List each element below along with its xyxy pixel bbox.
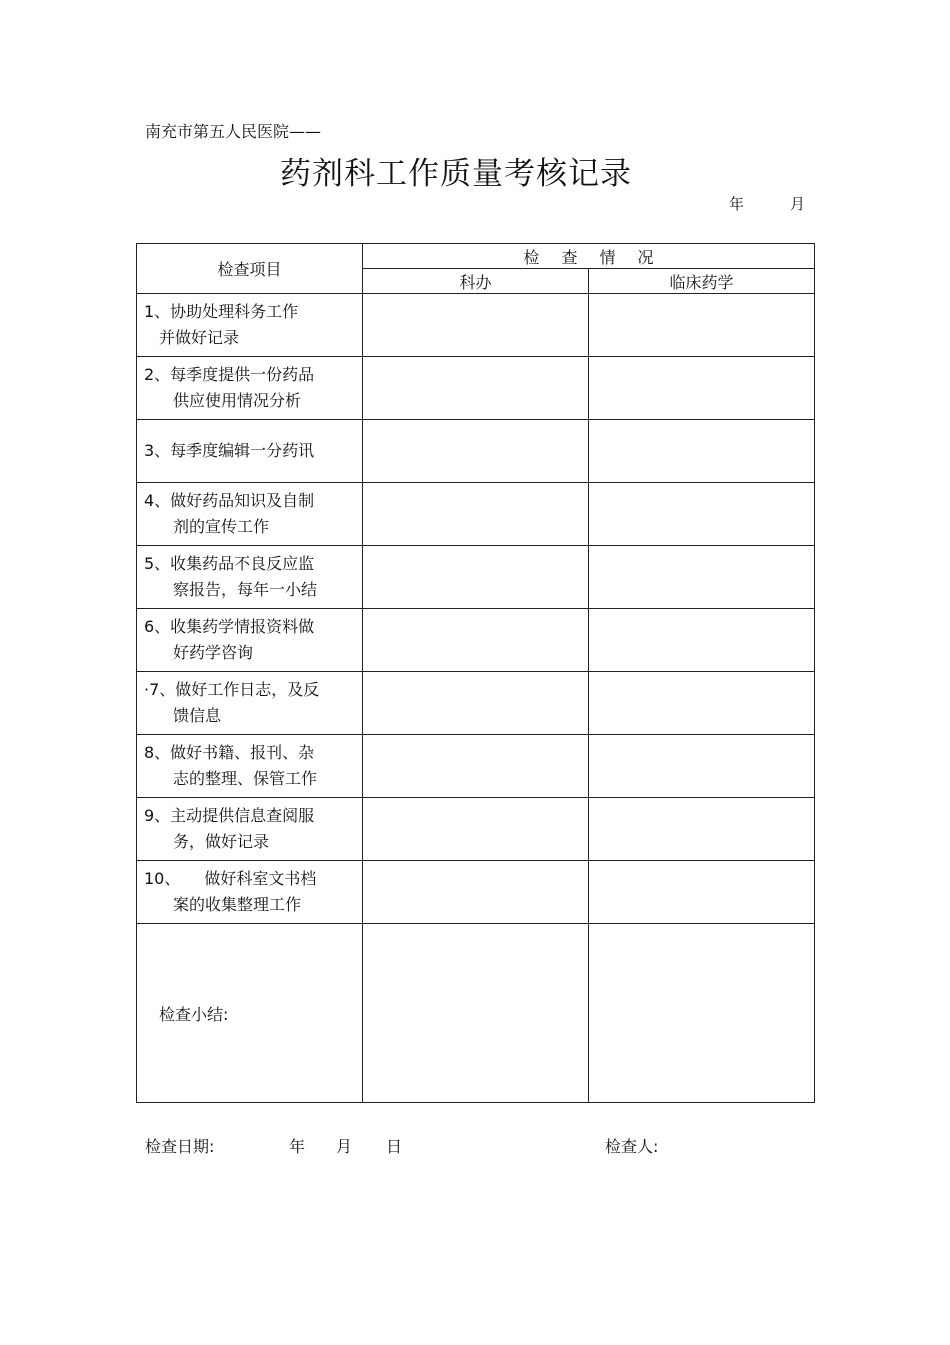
header-dept-office: 科办 — [363, 269, 589, 294]
hospital-name: 南充市第五人民医院—— — [145, 122, 322, 141]
item-line: 并做好记录 — [159, 328, 240, 347]
clinical-cell[interactable] — [589, 609, 815, 672]
item-line: 供应使用情况分析 — [173, 391, 302, 410]
clinical-cell[interactable] — [589, 735, 815, 798]
dept-cell[interactable] — [363, 294, 589, 357]
table-row — [137, 861, 815, 924]
clinical-cell[interactable] — [589, 672, 815, 735]
table-row — [137, 798, 815, 861]
dept-cell[interactable] — [363, 672, 589, 735]
status-char: 况 — [637, 247, 654, 267]
assessment-table — [136, 243, 815, 1103]
clinical-cell[interactable] — [589, 420, 815, 483]
item-cell — [137, 672, 363, 735]
table-row — [137, 546, 815, 609]
dept-cell[interactable] — [363, 798, 589, 861]
table-row — [137, 609, 815, 672]
clinical-cell[interactable] — [589, 357, 815, 420]
date-year: 年 — [289, 1137, 306, 1156]
dept-cell[interactable] — [363, 357, 589, 420]
table-row — [137, 735, 815, 798]
item-line: 馈信息 — [173, 706, 222, 725]
item-line: 务，做好记录 — [173, 832, 270, 851]
item-line: ·7、做好工作日志，及反 — [144, 680, 320, 699]
summary-row — [137, 924, 815, 1103]
header-check-status — [363, 244, 815, 269]
item-cell — [137, 861, 363, 924]
table-row — [137, 672, 815, 735]
inspector-label: 检查人: — [605, 1137, 659, 1156]
dept-cell[interactable] — [363, 609, 589, 672]
item-cell — [137, 735, 363, 798]
item-line: 10、 做好科室文书档 — [144, 869, 317, 888]
item-cell — [137, 294, 363, 357]
dept-cell[interactable] — [363, 420, 589, 483]
item-line: 察报告，每年一小结 — [173, 580, 318, 599]
clinical-cell[interactable] — [589, 294, 815, 357]
clinical-cell[interactable] — [589, 546, 815, 609]
dept-cell[interactable] — [363, 483, 589, 546]
month-label: 月 — [789, 195, 805, 213]
table-row — [137, 420, 815, 483]
item-cell — [137, 483, 363, 546]
dept-cell[interactable] — [363, 735, 589, 798]
summary-dept-cell[interactable] — [363, 924, 589, 1103]
item-cell — [137, 420, 363, 483]
item-line: 6、收集药学情报资料做 — [144, 617, 315, 636]
item-cell — [137, 798, 363, 861]
item-line: 4、做好药品知识及自制 — [144, 491, 315, 510]
clinical-cell[interactable] — [589, 798, 815, 861]
item-line: 3、每季度编辑一分药讯 — [144, 441, 315, 460]
item-line: 案的收集整理工作 — [173, 895, 302, 914]
item-cell — [137, 546, 363, 609]
item-cell — [137, 609, 363, 672]
status-char: 查 — [561, 247, 578, 267]
page-title: 药剂科工作质量考核记录 — [280, 156, 632, 192]
item-line: 8、做好书籍、报刊、杂 — [144, 743, 315, 762]
year-label: 年 — [728, 195, 744, 213]
item-line: 志的整理、保管工作 — [173, 769, 318, 788]
item-line: 剂的宣传工作 — [173, 517, 270, 536]
table-row — [137, 357, 815, 420]
summary-clinical-cell[interactable] — [589, 924, 815, 1103]
clinical-cell[interactable] — [589, 861, 815, 924]
item-line: 1、协助处理科务工作 — [144, 302, 299, 321]
status-char: 情 — [599, 247, 616, 267]
check-date-label: 检查日期: — [145, 1137, 215, 1156]
date-day: 日 — [386, 1137, 403, 1156]
header-clinical-pharmacy: 临床药学 — [589, 269, 815, 294]
dept-cell[interactable] — [363, 546, 589, 609]
date-month: 月 — [336, 1137, 353, 1156]
summary-label: 检查小结: — [137, 924, 363, 1103]
status-char: 检 — [523, 247, 540, 267]
item-line: 9、主动提供信息查阅服 — [144, 806, 315, 825]
item-line: 2、每季度提供一份药品 — [144, 365, 315, 384]
table-row — [137, 294, 815, 357]
header-check-item: 检查项目 — [137, 244, 363, 294]
item-cell — [137, 357, 363, 420]
item-line: 好药学咨询 — [173, 643, 254, 662]
item-line: 5、收集药品不良反应监 — [144, 554, 315, 573]
year-month-line — [729, 193, 805, 214]
clinical-cell[interactable] — [589, 483, 815, 546]
table-row — [137, 483, 815, 546]
dept-cell[interactable] — [363, 861, 589, 924]
